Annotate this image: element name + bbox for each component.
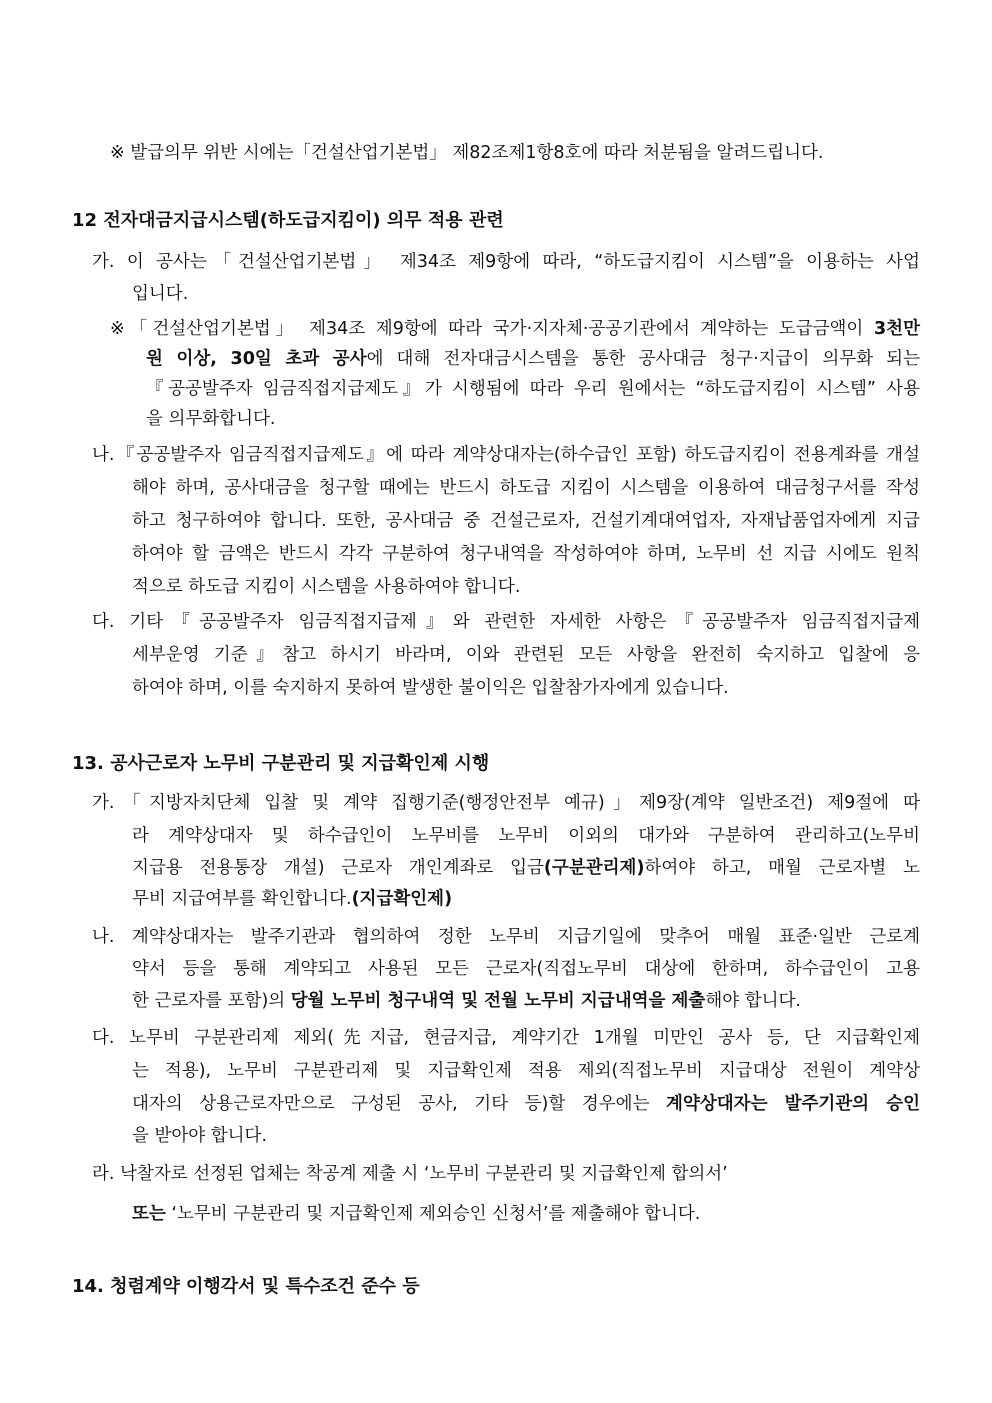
s13-ga-line1: 가.「지방자치단체 입찰 및 계약 집행기준(행정안전부 예규)」제9장(계약 일반조건) 제9절에 따 <box>92 793 920 813</box>
s12-da-line1: 다. 기타『공공발주자 임금직접지급제』와 관련한 자세한 사항은『공공발주자 임금직접지급제 <box>92 612 920 632</box>
s12-ga-line2: 입니다. <box>132 284 189 304</box>
s13-da-line2: 는 적용), 노무비 구분관리제 및 지급확인제 적용 제외(직접노무비 지급대상 전원이 계약상 <box>132 1061 920 1081</box>
s13-na-line1: 나. 계약상대자는 발주기관과 협의하여 정한 노무비 지급기일에 맞추어 매월 표준·일반 근로계 <box>92 927 920 947</box>
s12-da-line3: 하여야 하며, 이를 숙지하지 못하여 발생한 불이익은 입찰참가자에게 있습니다. <box>132 678 729 698</box>
s13-ga-line4: 무비 지급여부를 확인합니다.(지급확인제) <box>132 889 453 909</box>
s12-note-line2: 원 이상, 30일 초과 공사에 대해 전자대금시스템을 통한 공사대금 청구·지급이 의무화 되는 <box>146 349 920 369</box>
section-13-title: 13. 공사근로자 노무비 구분관리 및 지급확인제 시행 <box>72 753 490 774</box>
section-12-title: 12 전자대금지급시스템(하도급지킴이) 의무 적용 관련 <box>72 210 504 231</box>
s12-na-line2: 해야 하며, 공사대금을 청구할 때에는 반드시 하도급 지킴이 시스템을 이용하여 대금청구서를 작성 <box>132 478 920 498</box>
s12-na-line4: 하여야 할 금액은 반드시 각각 구분하여 청구내역을 작성하여야 하며, 노무비 선 지급 시에도 원칙 <box>132 544 920 564</box>
s12-note-line4: 을 의무화합니다. <box>146 409 276 429</box>
s13-ga-line3: 지급용 전용통장 개설) 근로자 개인계좌로 입금(구분관리제)하여야 하고, 매월 근로자별 노 <box>132 858 920 878</box>
s13-da-line3: 대자의 상용근로자만으로 구성된 공사, 기타 등)할 경우에는 계약상대자는 발주기관의 승인 <box>132 1094 920 1114</box>
s12-na-line3: 하고 청구하여야 합니다. 또한, 공사대금 중 건설근로자, 건설기계대여업자, 자재납품업자에게 지급 <box>132 511 920 531</box>
s13-da-line4: 을 받아야 합니다. <box>132 1126 268 1146</box>
s13-ga-line2: 라 계약상대자 및 하수급인이 노무비를 노무비 이외의 대가와 구분하여 관리하고(노무비 <box>132 826 920 846</box>
s12-na-line5: 적으로 하도급 지킴이 시스템을 사용하여야 합니다. <box>132 577 521 597</box>
violation-notice: ※ 발급의무 위반 시에는「건설산업기본법」 제82조제1항8호에 따라 처분됨을 알려드립니다. <box>110 143 824 163</box>
s13-na-line2: 약서 등을 통해 계약되고 사용된 모든 근로자(직접노무비 대상에 한하며, 하수급인이 고용 <box>132 959 920 979</box>
s13-ra-line1: 라. 낙찰자로 선정된 업체는 착공계 제출 시 ‘노무비 구분관리 및 지급확인제 합의서’ <box>92 1164 728 1184</box>
s12-na-line1: 나.『공공발주자 임금직접지급제도』에 따라 계약상대자는(하수급인 포함) 하도급지킴이 전용계좌를 개설 <box>92 445 920 465</box>
s13-ra-line2: 또는 ‘노무비 구분관리 및 지급확인제 제외승인 신청서’를 제출해야 합니다. <box>132 1204 701 1224</box>
s13-na-line3: 한 근로자를 포함)의 당월 노무비 청구내역 및 전월 노무비 지급내역을 제출해야 합니다. <box>132 991 801 1011</box>
s12-ga-line1: 가. 이 공사는「건설산업기본법」 제34조 제9항에 따라, “하도급지킴이 시스템”을 이용하는 사업 <box>92 252 920 272</box>
s12-da-line2: 세부운영 기준』참고 하시기 바라며, 이와 관련된 모든 사항을 완전히 숙지하고 입찰에 응 <box>132 645 920 665</box>
section-14-title: 14. 청렴계약 이행각서 및 특수조건 준수 등 <box>72 1276 420 1297</box>
s13-da-line1: 다. 노무비 구분관리제 제외(先지급, 현금지급, 계약기간 1개월 미만인 공사 등, 단 지급확인제 <box>92 1028 920 1048</box>
s12-note-line3: 『공공발주자 임금직접지급제도』가 시행됨에 따라 우리 원에서는 “하도급지킴이 시스템” 사용 <box>146 379 920 399</box>
s12-note-line1: ※「건설산업기본법」 제34조 제9항에 따라 국가·지자체·공공기관에서 계약하는 도급금액이 3천만 <box>110 319 920 339</box>
